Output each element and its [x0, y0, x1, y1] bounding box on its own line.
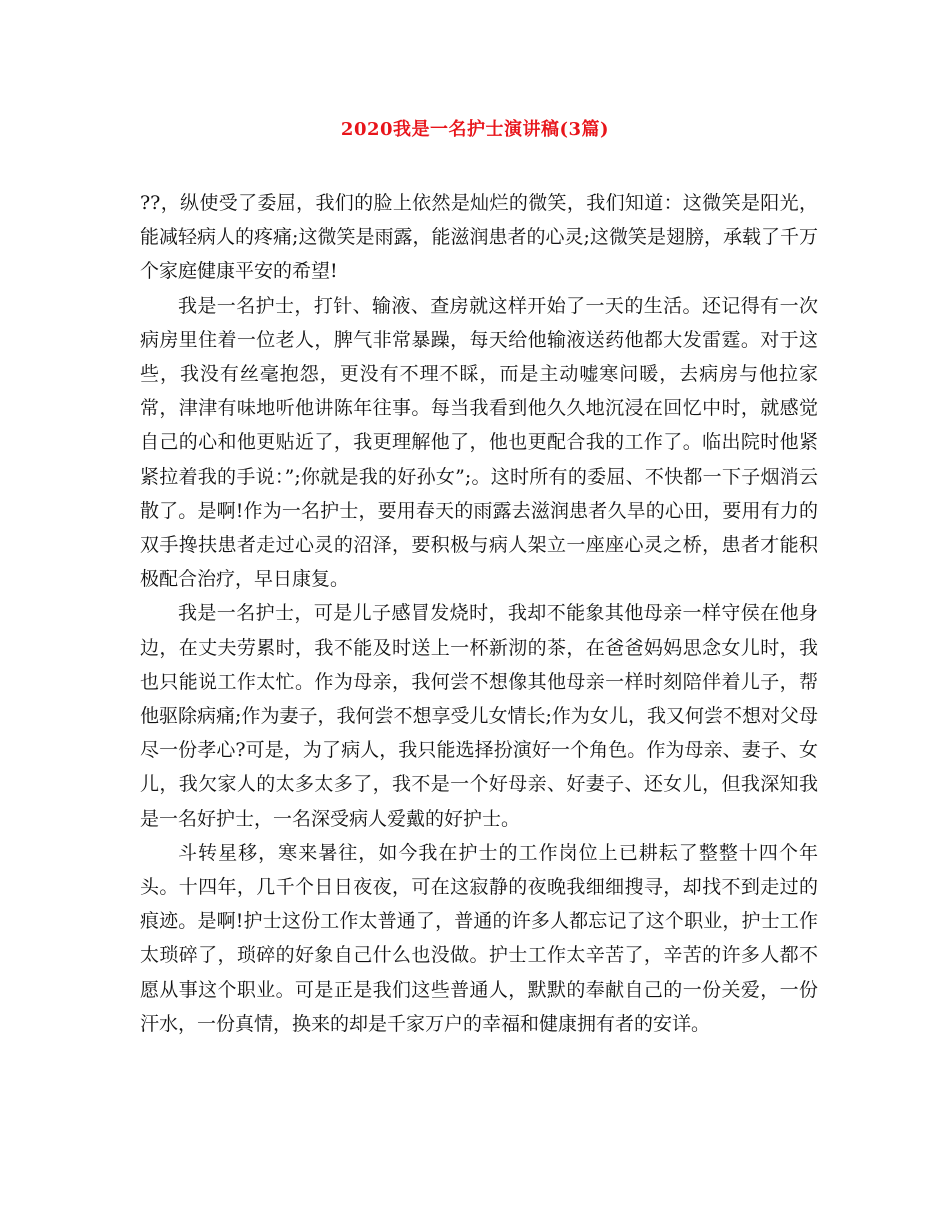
paragraph-2: 我是一名护士，打针、输液、查房就这样开始了一天的生活。还记得有一次病房里住着一位老人，脾气非常暴躁，每天给他输液送药他都大发雷霆。对于这些，我没有丝毫抱怨，更没有不理不睬，而是主动嘘寒问暖，去病房与他拉家常，津津有味地听他讲陈年往事。每当我看到他久久地沉浸在回忆中时，就感觉自己的心和他更贴近了，我更理解他了，他也更配合我的工作了。临出院时他紧紧拉着我的手说：”;你就是我的好孙女”;。这时所有的委屈、不快都一下子烟消云散了。是啊!作为一名护士，要用春天的雨露去滋润患者久旱的心田，要用有力的双手搀扶患者走过心灵的沼泽，要积极与病人架立一座座心灵之桥，患者才能积极配合治疗，早日康复。 [140, 294, 818, 591]
paragraph-4: 斗转星移，寒来暑往，如今我在护士的工作岗位上已耕耘了整整十四个年头。十四年，几千个日日夜夜，可在这寂静的夜晚我细细搜寻，却找不到走过的痕迹。是啊!护士这份工作太普通了，普通的许多人都忘记了这个职业，护士工作太琐碎了，琐碎的好象自己什么也没做。护士工作太辛苦了，辛苦的许多人都不愿从事这个职业。可是正是我们这些普通人，默默的奉献自己的一份关爱，一份汗水，一份真情，换来的却是千家万户的幸福和健康拥有者的安详。 [140, 841, 818, 1035]
paragraph-1: ??，纵使受了委屈，我们的脸上依然是灿烂的微笑，我们知道：这微笑是阳光，能减轻病人的疼痛;这微笑是雨露，能滋润患者的心灵;这微笑是翅膀，承载了千万个家庭健康平安的希望! [140, 192, 818, 283]
paragraph-3: 我是一名护士，可是儿子感冒发烧时，我却不能象其他母亲一样守侯在他身边，在丈夫劳累时，我不能及时送上一杯新沏的茶，在爸爸妈妈思念女儿时，我也只能说工作太忙。作为母亲，我何尝不想像其他母亲一样时刻陪伴着儿子，帮他驱除病痛;作为妻子，我何尝不想享受儿女情长;作为女儿，我又何尝不想对父母尽一份孝心?可是，为了病人，我只能选择扮演好一个角色。作为母亲、妻子、女儿，我欠家人的太多太多了，我不是一个好母亲、好妻子、还女儿，但我深知我是一名好护士，一名深受病人爱戴的好护士。 [140, 602, 818, 830]
document-body [140, 186, 818, 1041]
document-title: 2020我是一名护士演讲稿(3篇) [340, 119, 610, 140]
